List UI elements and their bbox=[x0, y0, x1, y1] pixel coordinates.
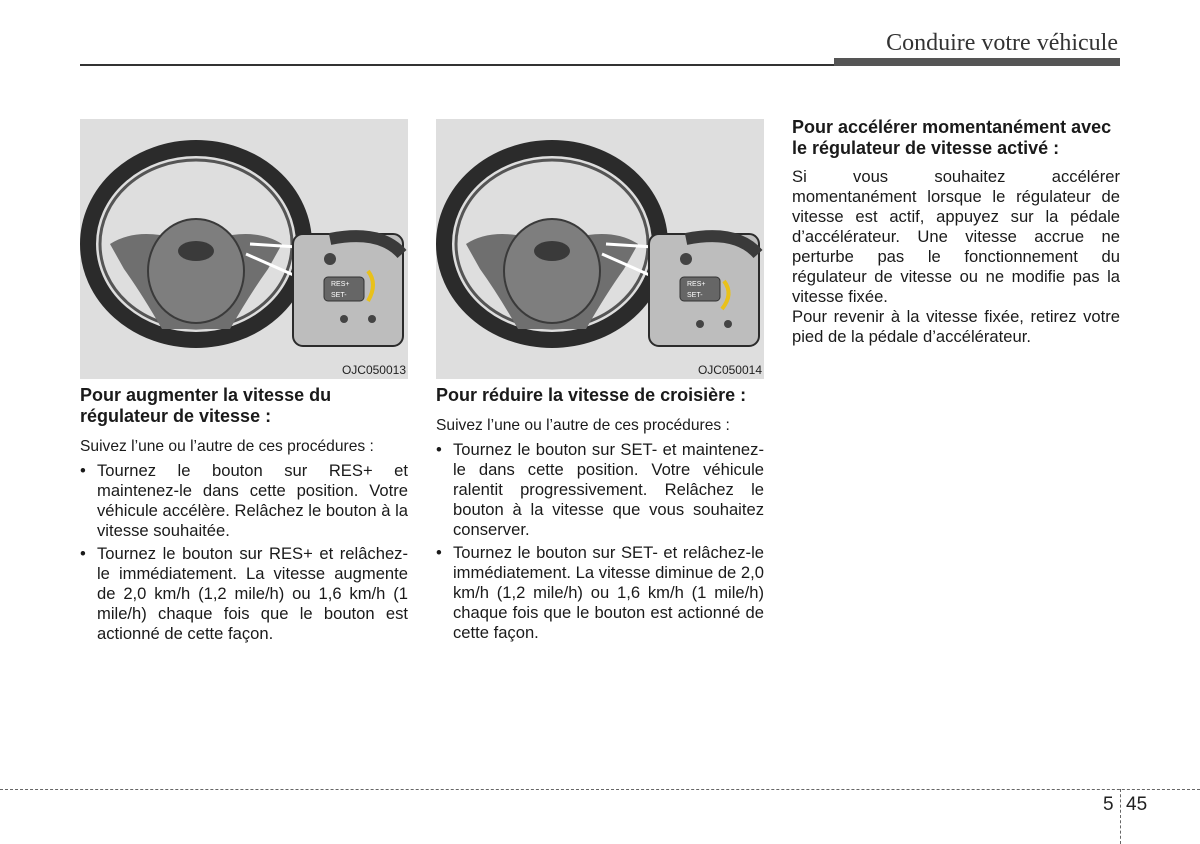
header-rule bbox=[80, 64, 840, 66]
steering-wheel-illustration-set bbox=[436, 119, 764, 379]
res-switch-label: RES+ bbox=[331, 281, 350, 288]
list-item bbox=[436, 440, 764, 540]
procedure-list bbox=[80, 461, 408, 644]
list-item bbox=[436, 543, 764, 643]
list-item-text: Tournez le bouton sur RES+ et relâchez-le immédiatement. La vitesse augmente de 2,0 km/h (1,2 mile/h) ou 1,6 km/h (1 mile/h) chaque fois que le bouton est actionné de cette façon. bbox=[97, 544, 408, 643]
column-decrease-speed bbox=[436, 119, 764, 646]
list-item bbox=[80, 544, 408, 644]
page-header-title: Conduire votre véhicule bbox=[886, 30, 1118, 56]
header-accent-bar bbox=[834, 58, 1120, 66]
res-switch-label: RES+ bbox=[687, 281, 706, 288]
list-item-text: Tournez le bouton sur SET- et relâchez-le immédiatement. La vitesse diminue de 2,0 km/h (1,2 mile/h) ou 1,6 km/h (1 mile/h) chaque fois que le bouton est actionné de cette façon. bbox=[453, 543, 764, 642]
footer-vertical-divider bbox=[1120, 789, 1121, 844]
set-switch-label: SET- bbox=[687, 292, 703, 299]
page-number: 45 bbox=[1126, 794, 1148, 815]
footer-divider bbox=[0, 789, 1200, 790]
bullet-marker: • bbox=[436, 543, 442, 562]
list-item-text: Tournez le bouton sur SET- et maintenez-le dans cette position. Votre véhicule ralentit progressivement. Relâchez le bouton à la vitesse que vous souhaitez conserver. bbox=[453, 440, 764, 539]
column-temporary-acceleration bbox=[792, 117, 1120, 347]
chapter-number: 5 bbox=[1103, 794, 1114, 815]
figure-code: OJC050014 bbox=[697, 363, 762, 377]
section-heading: Pour réduire la vitesse de croisière : bbox=[436, 385, 747, 405]
column-increase-speed bbox=[80, 119, 408, 647]
section-heading: Pour augmenter la vitesse du régulateur de vitesse : bbox=[80, 385, 332, 426]
body-paragraph: Pour revenir à la vitesse fixée, retirez votre pied de la pédale d’accélérateur. bbox=[792, 307, 1120, 346]
section-heading: Pour accélérer momentanément avec le régulateur de vitesse activé : bbox=[792, 117, 1112, 158]
bullet-marker: • bbox=[80, 544, 86, 563]
steering-wheel-illustration-res bbox=[80, 119, 408, 379]
section-intro: Suivez l’une ou l’autre de ces procédures : bbox=[80, 438, 374, 455]
set-switch-label: SET- bbox=[331, 292, 347, 299]
body-paragraph: Si vous souhaitez accélérer momentanément lorsque le régulateur de vitesse est actif, appuyez sur la pédale d’accélérateur. Une vitesse accrue ne perturbe pas le fonctionnement du régulateur de vitesse ou ne modifie pas la vitesse fixée. bbox=[792, 167, 1120, 306]
figure-code: OJC050013 bbox=[341, 363, 406, 377]
procedure-list bbox=[436, 440, 764, 643]
bullet-marker: • bbox=[436, 440, 442, 459]
list-item-text: Tournez le bouton sur RES+ et maintenez-le dans cette position. Votre véhicule accélère. Relâchez le bouton à la vitesse souhaitée. bbox=[97, 461, 408, 540]
list-item bbox=[80, 461, 408, 541]
bullet-marker: • bbox=[80, 461, 86, 480]
section-intro: Suivez l’une ou l’autre de ces procédures : bbox=[436, 417, 730, 434]
